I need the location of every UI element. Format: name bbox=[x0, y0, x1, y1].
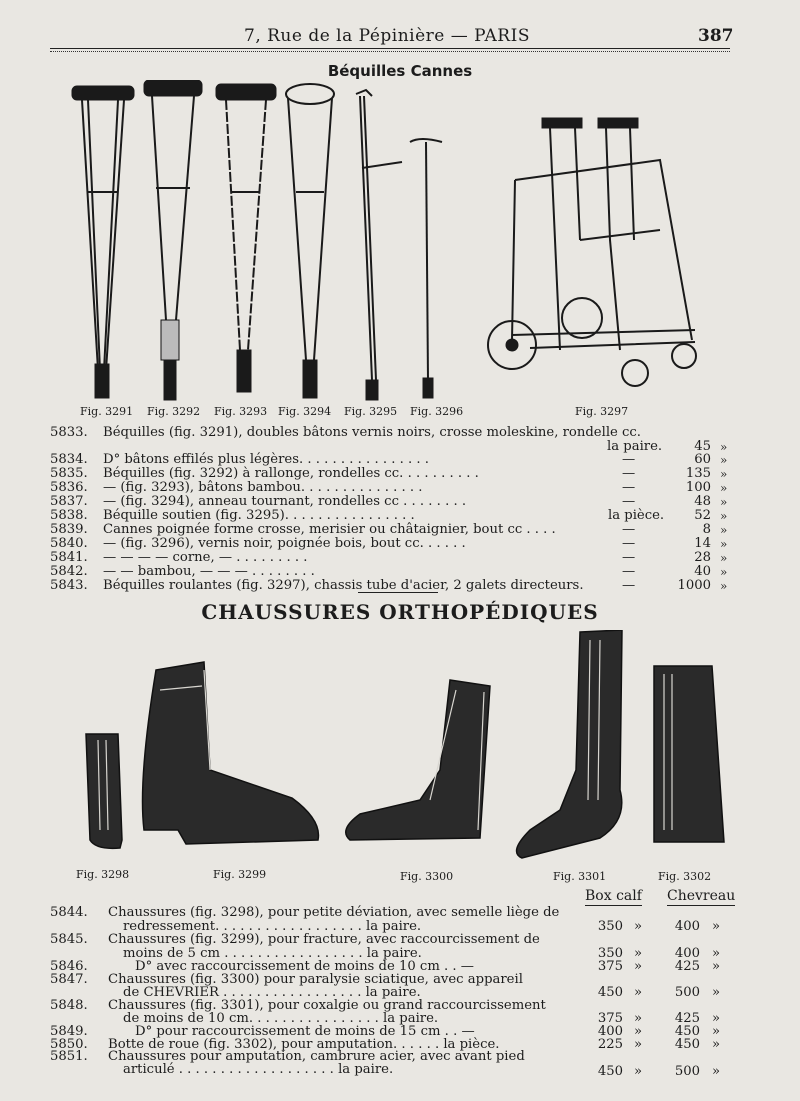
shoe-3301-illustration bbox=[517, 630, 622, 858]
header-rule bbox=[50, 48, 730, 49]
list-item: 5851. Chaussures pour amputation, cambrure acier, avec avant pied articulé . . . . . . . . . . . . . . . . . . . la paire. 450 » 500 » bbox=[50, 1049, 721, 1079]
fig-label-3292: Fig. 3292 bbox=[147, 405, 201, 418]
list-item: 5845. Chaussures (fig. 3299), pour fracture, avec raccourcissement de moins de 5 cm . . . . . . . . . . . . . . . . . la paire. 350 » 400 » bbox=[50, 932, 721, 961]
fig-label-3298: Fig. 3298 bbox=[76, 868, 130, 881]
list-item: 5833. Béquilles (fig. 3291), doubles bâtons vernis noirs, crosse moleskine, rondelle cc. la paire. 45 » bbox=[50, 425, 728, 454]
shoe-3299-illustration bbox=[143, 662, 319, 844]
page-number: 387 bbox=[698, 26, 734, 46]
fig-label-3294: Fig. 3294 bbox=[278, 405, 332, 418]
fig-label-3297: Fig. 3297 bbox=[575, 405, 629, 418]
shoe-3298-illustration bbox=[86, 734, 122, 848]
shoes-illustration bbox=[60, 630, 740, 870]
header-address: 7, Rue de la Pépinière — PARIS bbox=[244, 26, 530, 46]
crutches-illustration bbox=[60, 80, 760, 405]
crutch-3291-illustration bbox=[72, 86, 134, 398]
crutch-3292-illustration bbox=[144, 80, 202, 400]
list-item: 5844. Chaussures (fig. 3298), pour petite déviation, avec semelle liège de redressement. . . . . . . . . . . . . . . . . . la paire. 350 » 400 » bbox=[50, 905, 721, 934]
fig-label-3301: Fig. 3301 bbox=[553, 870, 607, 883]
fig-label-3299: Fig. 3299 bbox=[213, 868, 267, 881]
section-title-crutches: Béquilles Cannes bbox=[327, 62, 473, 80]
list-item: 5848. Chaussures (fig. 3301), pour coxalgie ou grand raccourcissement de moins de 10 cm. . . . . . . . . . . . . . . . la paire. 375 » 425 » bbox=[50, 998, 721, 1026]
page-header bbox=[0, 22, 800, 52]
section-divider bbox=[358, 592, 438, 593]
fig-label-3296: Fig. 3296 bbox=[410, 405, 464, 418]
column-header-box-calf: Box calf bbox=[585, 888, 642, 904]
cane-3296-illustration bbox=[410, 139, 442, 398]
list-item: 5847. Chaussures (fig. 3300) pour paralysie sciatique, avec appareil de CHEVRIER . . . . . . . . . . . . . . . . . la paire. 450 » 500 » bbox=[50, 972, 721, 1000]
rolling-crutch-3297-illustration bbox=[488, 118, 696, 386]
crutch-3293-illustration bbox=[216, 84, 276, 392]
fig-label-3302: Fig. 3302 bbox=[658, 870, 712, 883]
section-title-orthopedic-shoes: CHAUSSURES ORTHOPÉDIQUES bbox=[201, 600, 599, 624]
header-rule-wavy bbox=[50, 51, 730, 52]
fig-label-3295: Fig. 3295 bbox=[344, 405, 398, 418]
shoe-3300-illustration bbox=[346, 680, 490, 840]
crutch-3294-illustration bbox=[286, 84, 334, 398]
fig-label-3293: Fig. 3293 bbox=[214, 405, 268, 418]
crutch-3295-illustration bbox=[356, 90, 402, 400]
shoe-3302-illustration bbox=[654, 666, 724, 842]
fig-label-3291: Fig. 3291 bbox=[80, 405, 134, 418]
column-header-chevreau: Chevreau bbox=[667, 888, 736, 904]
fig-label-3300: Fig. 3300 bbox=[400, 870, 454, 883]
